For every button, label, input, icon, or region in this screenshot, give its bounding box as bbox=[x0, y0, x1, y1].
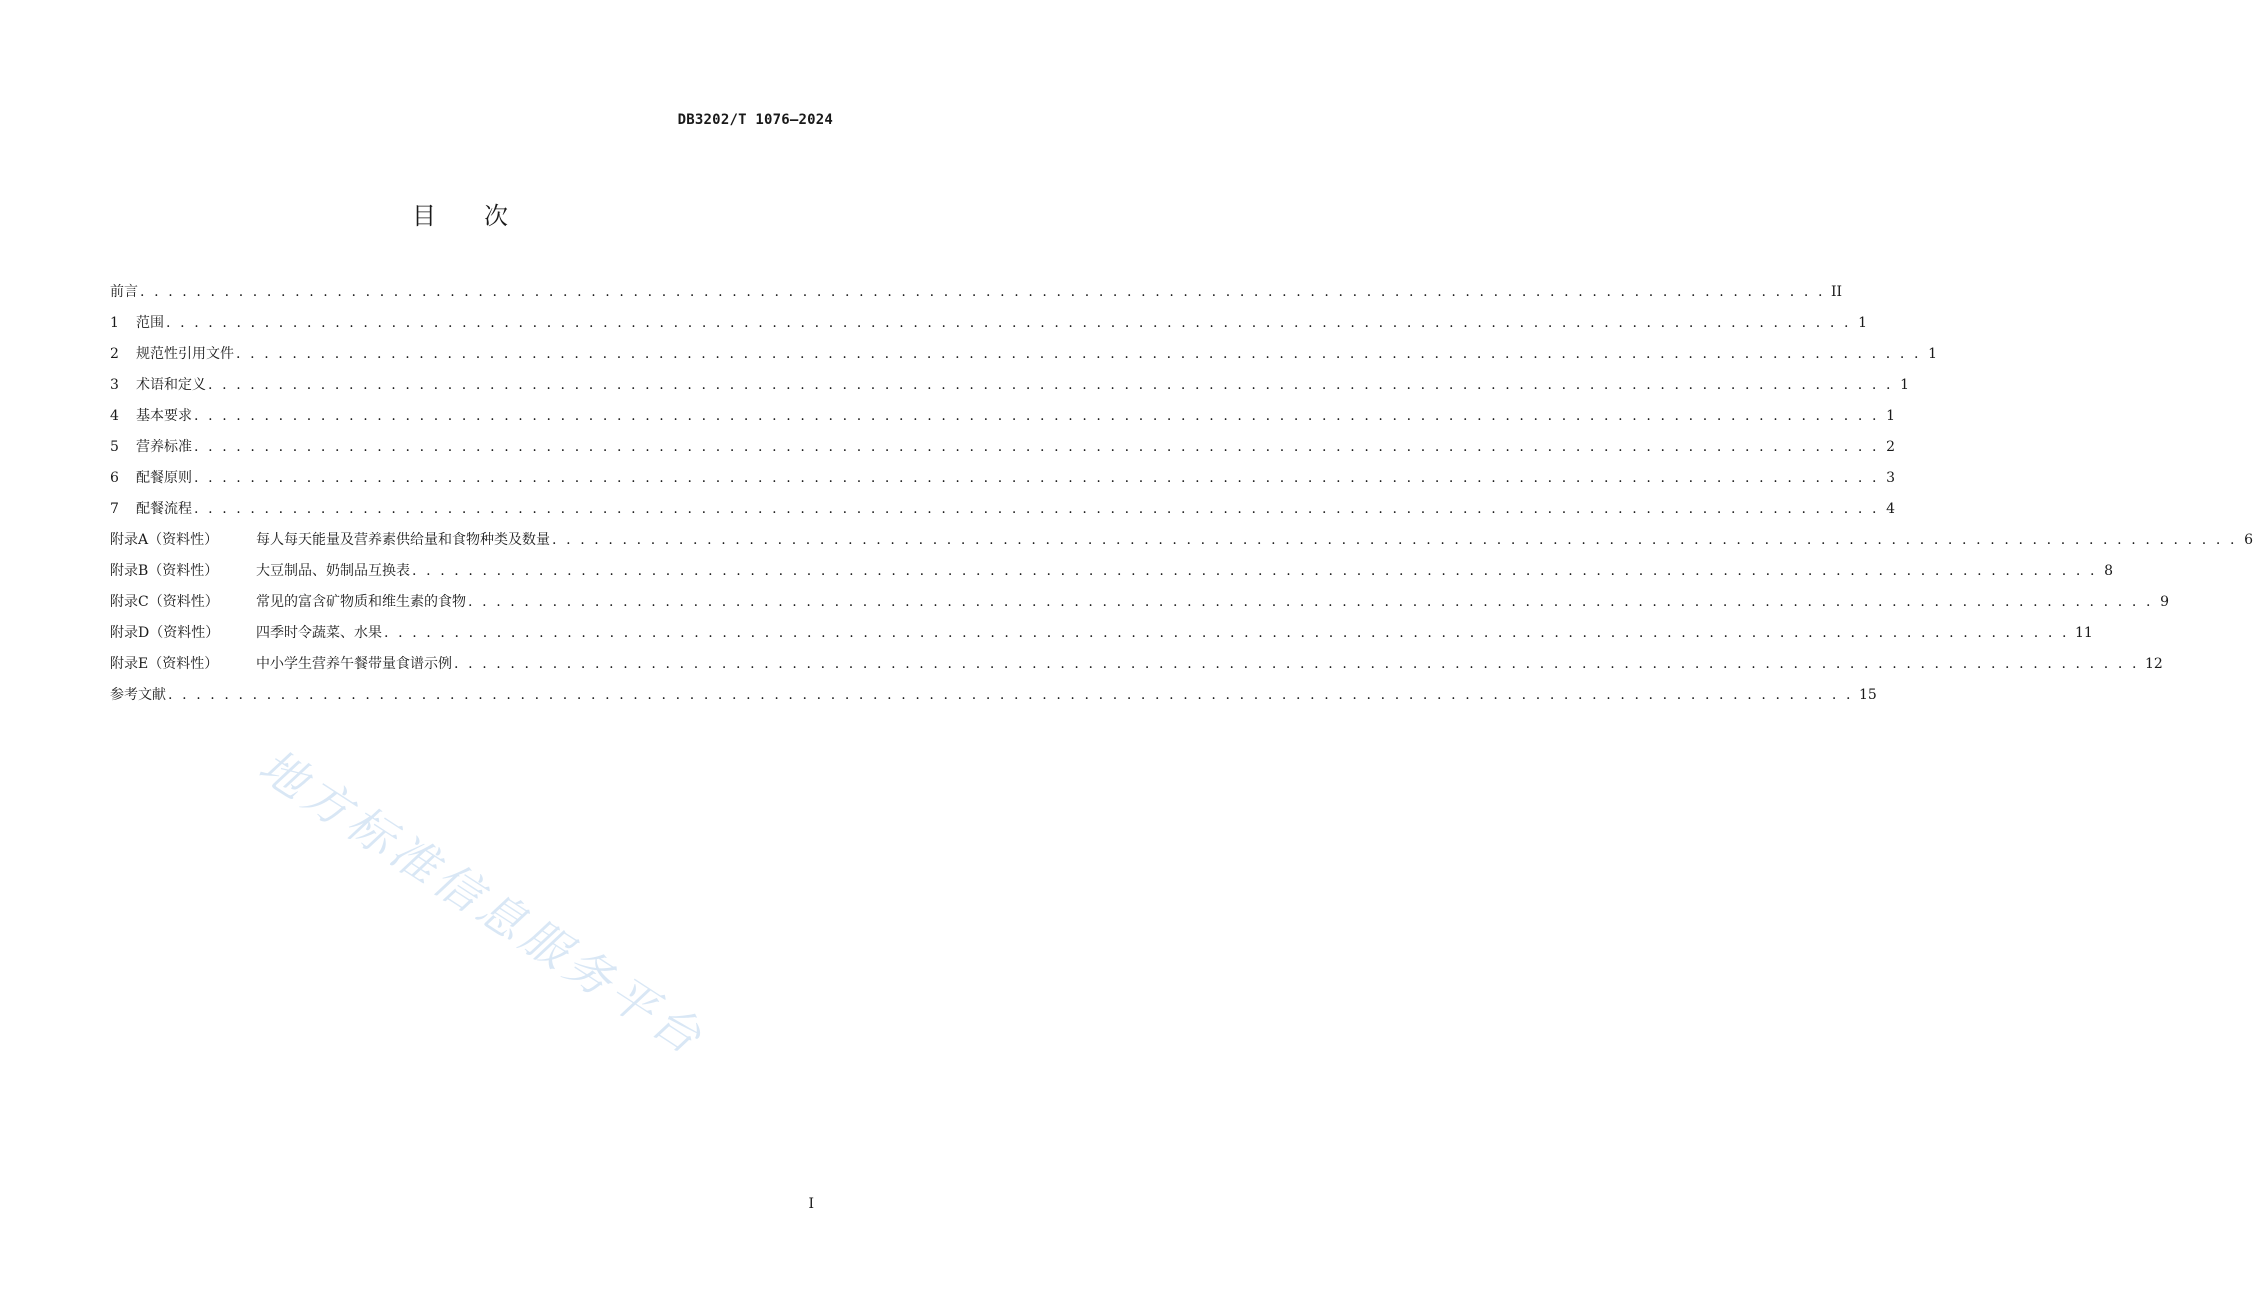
toc-page-number: 1 bbox=[1928, 346, 1937, 362]
toc-section-number: 7 bbox=[110, 501, 119, 517]
toc-leader-dots: . . . . . . . . . . . . . . . . . . . . . . . . . . . . . . . . . . . . . . . . . . . . . . . . . . . . . . . . . . . . . . . . . . . . . . . . . . . . . . . . . . . . . . . . . . . . . . . . . . . . . . . . . . . . . . . . . . . . . . . . bbox=[208, 377, 1893, 393]
toc-entry[interactable] bbox=[110, 343, 1937, 374]
toc-entry-text: 前言 bbox=[110, 284, 138, 300]
toc-leader-dots: . . . . . . . . . . . . . . . . . . . . . . . . . . . . . . . . . . . . . . . . . . . . . . . . . . . . . . . . . . . . . . . . . . . . . . . . . . . . . . . . . . . . . . . . . . . . . . . . . . . . . . . . . . . . . . . . . . . . . . . . bbox=[168, 687, 1853, 703]
toc-entry[interactable] bbox=[110, 281, 1843, 312]
toc-entry[interactable] bbox=[110, 560, 2113, 591]
toc-entry-text: 参考文献 bbox=[110, 687, 166, 703]
toc-leader-dots: . . . . . . . . . . . . . . . . . . . . . . . . . . . . . . . . . . . . . . . . . . . . . . . . . . . . . . . . . . . . . . . . . . . . . . . . . . . . . . . . . . . . . . . . . . . . . . . . . . . . . . . . . . . . . . . . . . . . . . . . bbox=[140, 284, 1825, 300]
toc-page-number: 3 bbox=[1886, 470, 1895, 486]
toc-page-number: 2 bbox=[1886, 439, 1895, 455]
toc-entry-text: 配餐流程 bbox=[136, 501, 192, 517]
toc-appendix-label: 附录A（资料性） bbox=[110, 532, 219, 548]
toc-entry[interactable] bbox=[110, 498, 1895, 529]
toc-entry-text: 中小学生营养午餐带量食谱示例 bbox=[256, 656, 452, 672]
toc-entry-title bbox=[110, 591, 466, 611]
toc-entry[interactable] bbox=[110, 684, 1877, 715]
toc-entry[interactable] bbox=[110, 436, 1895, 467]
toc-section-number: 1 bbox=[110, 315, 119, 331]
toc-entry-title bbox=[110, 653, 452, 673]
toc-entry[interactable] bbox=[110, 312, 1867, 343]
document-id: DB3202/T 1076—2024 bbox=[677, 112, 833, 128]
toc-leader-dots: . . . . . . . . . . . . . . . . . . . . . . . . . . . . . . . . . . . . . . . . . . . . . . . . . . . . . . . . . . . . . . . . . . . . . . . . . . . . . . . . . . . . . . . . . . . . . . . . . . . . . . . . . . . . . . . . . . . . . . . . bbox=[194, 470, 1879, 486]
toc-entry-title bbox=[110, 684, 166, 704]
toc-appendix-label: 附录E（资料性） bbox=[110, 656, 219, 672]
toc-leader-dots: . . . . . . . . . . . . . . . . . . . . . . . . . . . . . . . . . . . . . . . . . . . . . . . . . . . . . . . . . . . . . . . . . . . . . . . . . . . . . . . . . . . . . . . . . . . . . . . . . . . . . . . . . . . . . . . . . . . . . . . . bbox=[412, 563, 2097, 579]
toc-page-number: 4 bbox=[1886, 501, 1895, 517]
toc-section-number: 2 bbox=[110, 346, 119, 362]
toc-section-number: 3 bbox=[110, 377, 119, 393]
toc-entry-title bbox=[110, 343, 234, 363]
toc-section-number: 6 bbox=[110, 470, 119, 486]
toc-entry-text: 范围 bbox=[136, 315, 164, 331]
toc-entry-text: 四季时令蔬菜、水果 bbox=[256, 625, 382, 641]
toc-entry[interactable] bbox=[110, 374, 1909, 405]
toc-leader-dots: . . . . . . . . . . . . . . . . . . . . . . . . . . . . . . . . . . . . . . . . . . . . . . . . . . . . . . . . . . . . . . . . . . . . . . . . . . . . . . . . . . . . . . . . . . . . . . . . . . . . . . . . . . . . . . . . . . . . . . . . bbox=[236, 346, 1921, 362]
toc-entry[interactable] bbox=[110, 529, 2253, 560]
toc-leader-dots: . . . . . . . . . . . . . . . . . . . . . . . . . . . . . . . . . . . . . . . . . . . . . . . . . . . . . . . . . . . . . . . . . . . . . . . . . . . . . . . . . . . . . . . . . . . . . . . . . . . . . . . . . . . . . . . . . . . . . . . . bbox=[384, 625, 2069, 641]
table-of-contents bbox=[110, 281, 2253, 715]
toc-page-number: 1 bbox=[1886, 408, 1895, 424]
toc-entry-title bbox=[110, 467, 192, 487]
toc-page-number: 6 bbox=[2244, 532, 2253, 548]
toc-page-number: 9 bbox=[2160, 594, 2169, 610]
toc-entry-text: 基本要求 bbox=[136, 408, 192, 424]
toc-entry-title bbox=[110, 436, 192, 456]
toc-entry[interactable] bbox=[110, 653, 2163, 684]
toc-page-number: 1 bbox=[1900, 377, 1909, 393]
toc-entry-title bbox=[110, 529, 550, 549]
toc-entry-text: 大豆制品、奶制品互换表 bbox=[256, 563, 410, 579]
toc-section-number: 4 bbox=[110, 408, 119, 424]
toc-entry-title bbox=[110, 622, 382, 642]
toc-entry-text: 营养标准 bbox=[136, 439, 192, 455]
toc-entry[interactable] bbox=[110, 622, 2093, 653]
toc-leader-dots: . . . . . . . . . . . . . . . . . . . . . . . . . . . . . . . . . . . . . . . . . . . . . . . . . . . . . . . . . . . . . . . . . . . . . . . . . . . . . . . . . . . . . . . . . . . . . . . . . . . . . . . . . . . . . . . . . . . . . . . . bbox=[194, 439, 1879, 455]
toc-section-number: 5 bbox=[110, 439, 119, 455]
toc-entry-title bbox=[110, 405, 192, 425]
toc-page-number: II bbox=[1831, 284, 1843, 300]
toc-leader-dots: . . . . . . . . . . . . . . . . . . . . . . . . . . . . . . . . . . . . . . . . . . . . . . . . . . . . . . . . . . . . . . . . . . . . . . . . . . . . . . . . . . . . . . . . . . . . . . . . . . . . . . . . . . . . . . . . . . . . . . . . bbox=[194, 408, 1879, 424]
toc-leader-dots: . . . . . . . . . . . . . . . . . . . . . . . . . . . . . . . . . . . . . . . . . . . . . . . . . . . . . . . . . . . . . . . . . . . . . . . . . . . . . . . . . . . . . . . . . . . . . . . . . . . . . . . . . . . . . . . . . . . . . . . . bbox=[468, 594, 2153, 610]
toc-appendix-label: 附录C（资料性） bbox=[110, 594, 219, 610]
toc-entry-title bbox=[110, 498, 192, 518]
toc-entry[interactable] bbox=[110, 591, 2169, 622]
toc-leader-dots: . . . . . . . . . . . . . . . . . . . . . . . . . . . . . . . . . . . . . . . . . . . . . . . . . . . . . . . . . . . . . . . . . . . . . . . . . . . . . . . . . . . . . . . . . . . . . . . . . . . . . . . . . . . . . . . . . . . . . . . . bbox=[166, 315, 1851, 331]
toc-entry-text: 配餐原则 bbox=[136, 470, 192, 486]
toc-appendix-label: 附录B（资料性） bbox=[110, 563, 219, 579]
toc-entry-text: 规范性引用文件 bbox=[136, 346, 234, 362]
toc-entry-title bbox=[110, 560, 410, 580]
page-title: 目次 bbox=[412, 202, 556, 230]
toc-entry-title bbox=[110, 312, 164, 332]
toc-entry-title bbox=[110, 374, 206, 394]
toc-entry-title bbox=[110, 281, 138, 301]
toc-leader-dots: . . . . . . . . . . . . . . . . . . . . . . . . . . . . . . . . . . . . . . . . . . . . . . . . . . . . . . . . . . . . . . . . . . . . . . . . . . . . . . . . . . . . . . . . . . . . . . . . . . . . . . . . . . . . . . . . . . . . . . . . bbox=[194, 501, 1879, 517]
toc-entry-text: 常见的富含矿物质和维生素的食物 bbox=[256, 594, 466, 610]
toc-entry-text: 术语和定义 bbox=[136, 377, 206, 393]
toc-page-number: 8 bbox=[2104, 563, 2113, 579]
toc-leader-dots: . . . . . . . . . . . . . . . . . . . . . . . . . . . . . . . . . . . . . . . . . . . . . . . . . . . . . . . . . . . . . . . . . . . . . . . . . . . . . . . . . . . . . . . . . . . . . . . . . . . . . . . . . . . . . . . . . . . . . . . . bbox=[454, 656, 2139, 672]
toc-leader-dots: . . . . . . . . . . . . . . . . . . . . . . . . . . . . . . . . . . . . . . . . . . . . . . . . . . . . . . . . . . . . . . . . . . . . . . . . . . . . . . . . . . . . . . . . . . . . . . . . . . . . . . . . . . . . . . . . . . . . . . . . bbox=[552, 532, 2237, 548]
toc-page-number: 11 bbox=[2075, 625, 2093, 641]
toc-entry[interactable] bbox=[110, 405, 1895, 436]
page-number: I bbox=[808, 1196, 814, 1212]
toc-appendix-label: 附录D（资料性） bbox=[110, 625, 220, 641]
toc-entry[interactable] bbox=[110, 467, 1895, 498]
toc-page-number: 12 bbox=[2145, 656, 2163, 672]
watermark: 地方标准信息服务平台 bbox=[249, 738, 716, 1067]
toc-entry-text: 每人每天能量及营养素供给量和食物种类及数量 bbox=[256, 532, 550, 548]
toc-page-number: 15 bbox=[1859, 687, 1877, 703]
toc-page-number: 1 bbox=[1858, 315, 1867, 331]
